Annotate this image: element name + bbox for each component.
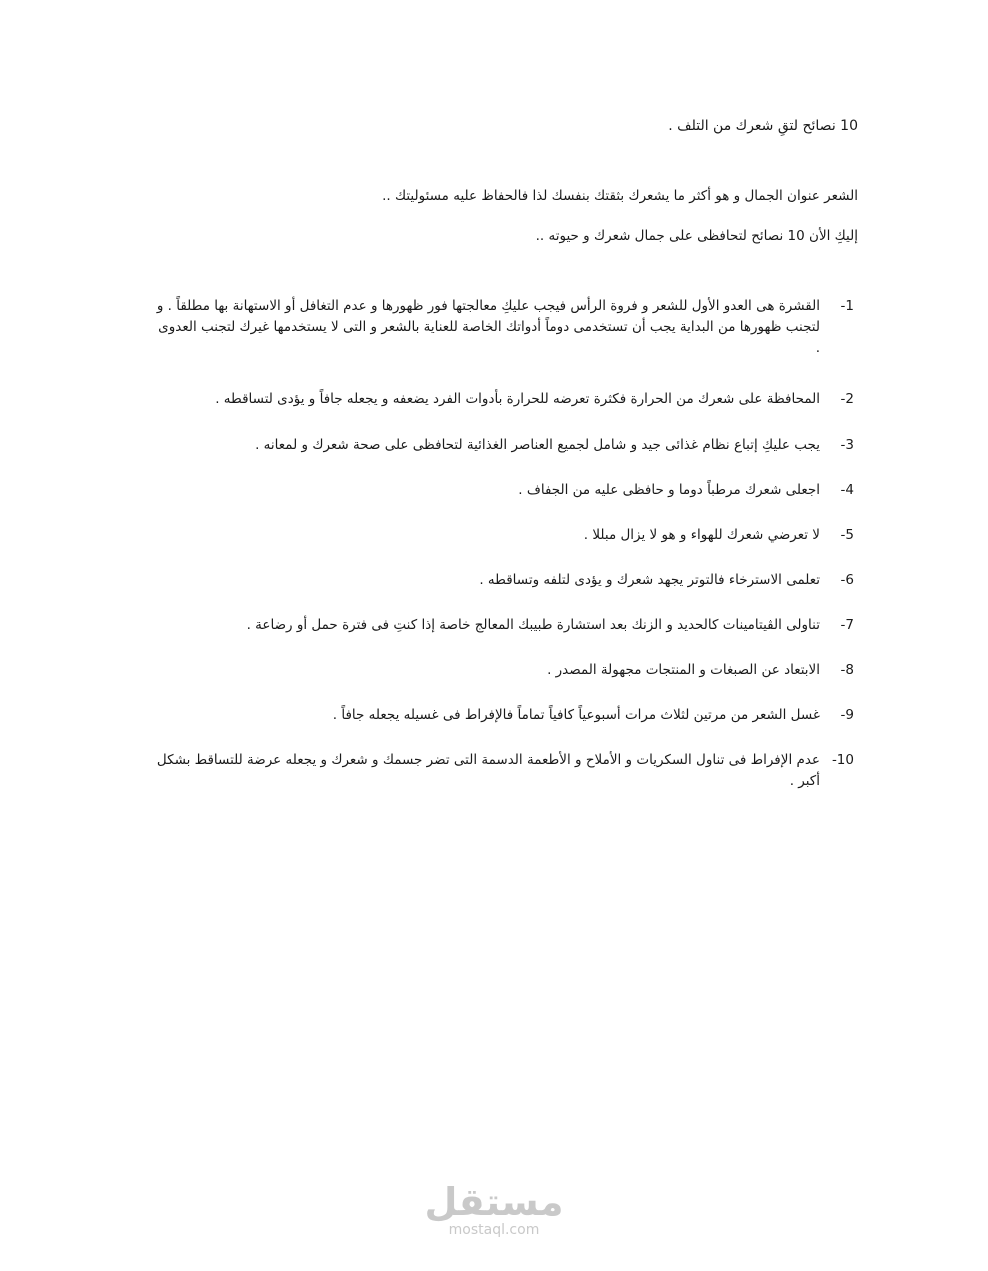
tip-item-2 [154,389,854,410]
tip-item-5 [154,525,854,546]
intro-line-1: الشعر عنوان الجمال و هو أكثر ما يشعرك بثقتك بنفسك لذا فالحفاظ عليه مسئوليتك .. [382,188,858,204]
tip-item-10 [154,750,854,792]
intro-line-2: إليكِ الأن 10 نصائح لتحافظى على جمال شعرك و حيوته .. [535,228,858,244]
tip-number: -8 [840,662,854,678]
tip-number: -9 [840,707,854,723]
tip-text: تناولى الڤيتامينات كالحديد و الزنك بعد استشارة طبيبك المعالج خاصة إذا كنتِ فى فترة حمل أو رضاعة . [246,617,820,633]
mostaql-watermark [424,1182,564,1238]
tip-item-3 [154,435,854,456]
watermark-url: mostaql.com [448,1222,540,1238]
tip-number: -4 [840,482,854,498]
tip-item-4 [154,480,854,501]
tip-item-1 [154,296,854,359]
tip-number: -1 [840,298,854,314]
tip-text: اجعلى شعرك مرطباً دوما و حافظى عليه من الجفاف . [518,482,820,498]
tip-text: غسل الشعر من مرتين لثلاث مرات أسبوعياً كافياً تماماً فالإفراط فى غسيله يجعله جافاً . [332,707,820,723]
tip-item-6 [154,570,854,591]
tip-text: القشرة هى العدو الأول للشعر و فروة الرأس فيجب عليكِ معالجتها فور ظهورها و عدم التغافل أو الاستهانة بها مطلقاً . و لتجنب ظهورها من البداية يجب أن تستخدمى دوماً أدواتك الخاصة للعناية بالشعر و التى لا يستخدمها غيرك لتجنب العدوى . [156,298,820,356]
tip-number: -7 [840,617,854,633]
document-title: 10 نصائح لتقِ شعرك من التلف . [668,118,858,134]
tip-number: -2 [840,391,854,407]
tip-number: -5 [840,527,854,543]
tip-text: يجب عليكِ إتباع نظام غذائى جيد و شامل لجميع العناصر الغذائية لتحافظى على صحة شعرك و لمعانه . [255,437,820,453]
tip-item-9 [154,705,854,726]
tip-number: -10 [831,752,854,768]
watermark-logo: مستقل [424,1180,564,1224]
tip-number: -3 [840,437,854,453]
tip-text: المحافظة على شعرك من الحرارة فكثرة تعرضه للحرارة بأدوات الفرد يضعفه و يجعله جافاً و يؤدى لتساقطه . [215,391,820,407]
tip-text: تعلمى الاسترخاء فالتوتر يجهد شعرك و يؤدى لتلفه وتساقطه . [479,572,820,588]
tip-text: لا تعرضي شعرك للهواء و هو لا يزال مبللا . [583,527,820,543]
tip-item-8 [154,660,854,681]
tip-text: الابتعاد عن الصبغات و المنتجات مجهولة المصدر . [547,662,820,678]
tip-item-7 [154,615,854,636]
tip-text: عدم الإفراط فى تناول السكريات و الأملاح و الأطعمة الدسمة التى تضر جسمك و شعرك و يجعله عرضة للتساقط بشكل أكبر . [156,752,820,789]
tip-number: -6 [840,572,854,588]
